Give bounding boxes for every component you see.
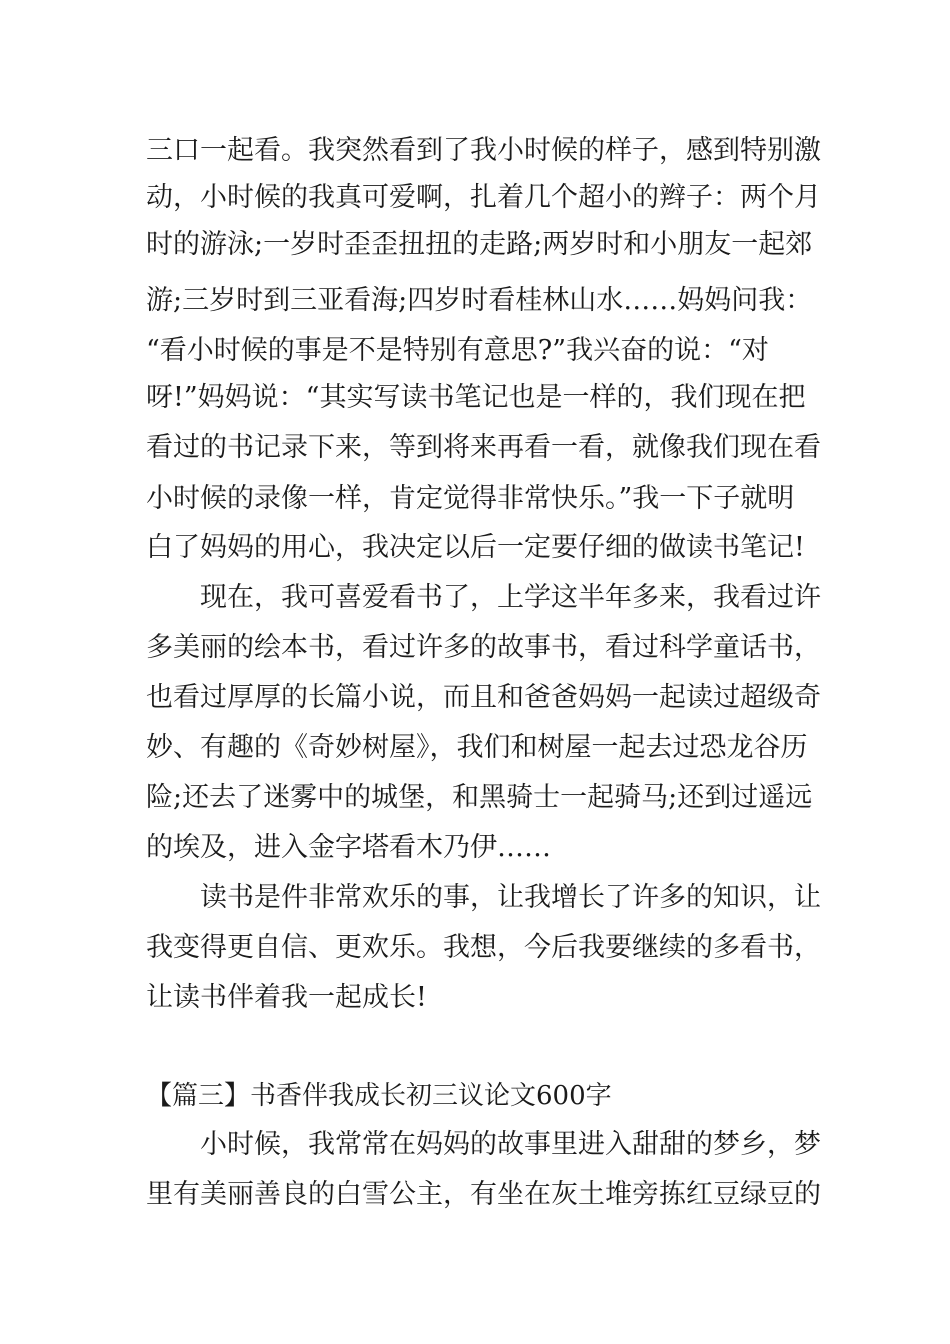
section-heading: 【篇三】书香伴我成长初三议论文600字 bbox=[146, 1081, 612, 1111]
paragraph-line: 小时候的录像一样，肯定觉得非常快乐。”我一下子就明 bbox=[146, 483, 795, 514]
paragraph-line: 险;还去了迷雾中的城堡，和黑骑士一起骑马;还到过遥远 bbox=[146, 782, 813, 813]
paragraph-line: 让读书伴着我一起成长! bbox=[146, 982, 427, 1013]
paragraph-line: 小时候，我常常在妈妈的故事里进入甜甜的梦乡，梦 bbox=[200, 1129, 821, 1160]
paragraph-line: 白了妈妈的用心，我决定以后一定要仔细的做读书笔记! bbox=[146, 532, 805, 563]
paragraph-line: 读书是件非常欢乐的事，让我增长了许多的知识，让 bbox=[200, 882, 821, 913]
paragraph-line: 时的游泳;一岁时歪歪扭扭的走路;两岁时和小朋友一起郊 bbox=[146, 229, 813, 260]
paragraph-line: 呀!”妈妈说：“其实写读书笔记也是一样的，我们现在把 bbox=[146, 382, 806, 413]
paragraph-line: 三口一起看。我突然看到了我小时候的样子，感到特别激 bbox=[146, 135, 821, 166]
paragraph-line: 的埃及，进入金字塔看木乃伊…… bbox=[146, 832, 551, 863]
paragraph-line: 看过的书记录下来，等到将来再看一看，就像我们现在看 bbox=[146, 432, 821, 463]
paragraph-line: 动，小时候的我真可爱啊，扎着几个超小的辫子：两个月 bbox=[146, 182, 821, 213]
paragraph-line: 也看过厚厚的长篇小说，而且和爸爸妈妈一起读过超级奇 bbox=[146, 682, 821, 713]
paragraph-line: 游;三岁时到三亚看海;四岁时看桂林山水……妈妈问我： bbox=[146, 285, 813, 316]
paragraph-line: 现在，我可喜爱看书了，上学这半年多来，我看过许 bbox=[200, 582, 821, 613]
paragraph-line: 里有美丽善良的白雪公主，有坐在灰土堆旁拣红豆绿豆的 bbox=[146, 1179, 821, 1210]
paragraph-line: 妙、有趣的《奇妙树屋》，我们和树屋一起去过恐龙谷历 bbox=[146, 732, 808, 763]
paragraph-line: “看小时候的事是不是特别有意思?”我兴奋的说：“对 bbox=[146, 335, 769, 366]
paragraph-line: 我变得更自信、更欢乐。我想，今后我要继续的多看书， bbox=[146, 932, 821, 963]
paragraph-line: 多美丽的绘本书，看过许多的故事书，看过科学童话书， bbox=[146, 632, 821, 663]
